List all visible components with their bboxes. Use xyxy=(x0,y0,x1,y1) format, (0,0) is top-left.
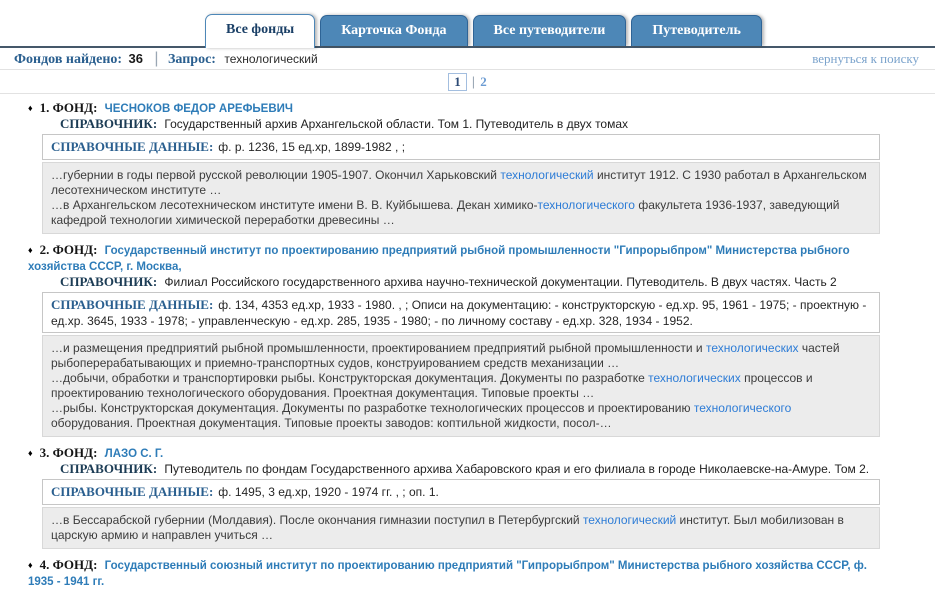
excerpt-snippet xyxy=(51,513,871,543)
excerpt-text: …рыбы. Конструкторская документация. Документы по разработке технологических процессов и проектированию xyxy=(51,401,694,415)
results-summary xyxy=(14,50,318,68)
excerpt-text: …добычи, обработки и транспортировки рыбы. Конструкторская документация. Документы по разработке xyxy=(51,371,649,385)
handbook-label: СПРАВОЧНИК: xyxy=(60,461,161,476)
pagination xyxy=(0,70,935,94)
result-title-line xyxy=(28,557,880,589)
excerpts-box xyxy=(42,335,880,437)
excerpts-box xyxy=(42,507,880,549)
excerpt-text: …в Бессарабской губернии (Молдавия). После окончания гимназии поступил в Петербургский xyxy=(51,513,583,527)
excerpt-text: факультета 1936-1937, заведующий кафедрой технологии химической переработки древесины … xyxy=(51,198,840,227)
reference-data-text: ф. 134, 4353 ед.хр, 1933 - 1980. , ; Описи на документацию: - конструкторскую - ед.хр. 95, 1961 - 1975; - проектную - ед.хр. 3645, 1933 - 1978; - управленческую - ед.хр. 285, 1935 - 1980; - по личному составу - ед.хр. 328, 1934 - 1952. xyxy=(51,298,867,328)
excerpts-box xyxy=(42,162,880,234)
tab[interactable]: Все путеводители xyxy=(473,15,627,46)
handbook-line xyxy=(60,461,880,477)
excerpt-snippet xyxy=(51,371,871,401)
reference-data-box xyxy=(42,479,880,505)
search-term-highlight: технологических xyxy=(648,371,741,385)
excerpt-text: институт. Был мобилизован в царскую армию и направлен учиться … xyxy=(51,513,844,542)
search-term-highlight: технологического xyxy=(693,401,792,415)
results-list xyxy=(0,94,935,589)
results-header xyxy=(0,48,935,70)
tab[interactable]: Путеводитель xyxy=(631,15,762,46)
handbook-text: Путеводитель по фондам Государственного архива Хабаровского края и его филиала в городе Николаевске-на-Амуре. Том 2. xyxy=(164,462,870,476)
handbook-text: Филиал Российского государственного архива научно-технической документации. Путеводитель. В двух частях. Часть 2 xyxy=(164,275,837,289)
pagination-page-link[interactable]: 2 xyxy=(480,74,487,89)
handbook-line xyxy=(60,116,880,132)
result-item xyxy=(28,557,880,589)
result-fond-link[interactable]: Государственный союзный институт по проектированию предприятий "Гипрорыбпром" Министерства рыбного хозяйства СССР, ф. 1935 - 1941 гг. xyxy=(28,560,867,588)
reference-data-text: ф. р. 1236, 15 ед.хр, 1899-1982 , ; xyxy=(218,140,406,154)
excerpt-text: …в Архангельском лесотехническом институте имени В. В. Куйбышева. Декан химико- xyxy=(51,198,538,212)
result-fond-link[interactable]: Государственный институт по проектированию предприятий рыбной промышленности "Гипрорыбпром" Министерства рыбного хозяйства СССР, г. Москва, xyxy=(28,245,850,273)
bullet-diamond-icon: ♦ xyxy=(28,245,33,255)
tab-bar xyxy=(0,0,935,48)
back-to-search-link[interactable]: вернуться к поиску xyxy=(812,51,919,66)
search-term-highlight: технологических xyxy=(705,341,799,355)
search-term-highlight: технологического xyxy=(537,198,635,212)
search-term-highlight: технологический xyxy=(500,168,594,182)
excerpt-text: частей рыбоперерабатывающих и приемно-транспортных судов, конструированием средств механизации … xyxy=(51,341,840,370)
result-fond-label: 3. ФОНД: xyxy=(39,445,101,460)
excerpt-text: институт 1912. С 1930 работал в Архангельском лесотехническом институте … xyxy=(51,168,867,197)
result-fond-link[interactable]: ЧЕСНОКОВ ФЕДОР АРЕФЬЕВИЧ xyxy=(104,103,293,115)
header-separator: | xyxy=(154,50,159,67)
result-fond-label: 2. ФОНД: xyxy=(39,242,101,257)
bullet-diamond-icon: ♦ xyxy=(28,560,33,570)
reference-data-box xyxy=(42,292,880,333)
handbook-line xyxy=(60,274,880,290)
excerpt-text: оборудования. Проектная документация. Типовые проекты заводов: коптильной жидкости, посол-… xyxy=(51,416,612,430)
tab[interactable]: Все фонды xyxy=(205,14,315,48)
reference-data-text: ф. 1495, 3 ед.хр, 1920 - 1974 гг. , ; оп. 1. xyxy=(218,485,439,499)
result-title-line xyxy=(28,445,880,461)
reference-data-box xyxy=(42,134,880,160)
result-fond-link[interactable]: ЛАЗО С. Г. xyxy=(104,448,164,460)
excerpt-snippet xyxy=(51,341,871,371)
excerpt-snippet xyxy=(51,168,871,198)
result-item xyxy=(28,100,880,234)
reference-data-label: СПРАВОЧНЫЕ ДАННЫЕ: xyxy=(51,139,214,154)
handbook-text: Государственный архив Архангельской области. Том 1. Путеводитель в двух томах xyxy=(164,117,629,131)
query-label: Запрос: xyxy=(168,52,216,67)
result-fond-label: 1. ФОНД: xyxy=(39,100,101,115)
bullet-diamond-icon: ♦ xyxy=(28,448,33,458)
excerpt-snippet xyxy=(51,198,871,228)
reference-data-label: СПРАВОЧНЫЕ ДАННЫЕ: xyxy=(51,484,214,499)
excerpt-text: …губернии в годы первой русской революции 1905-1907. Окончил Харьковский xyxy=(51,168,501,182)
result-item xyxy=(28,445,880,549)
tab[interactable]: Карточка Фонда xyxy=(320,15,467,46)
result-title-line xyxy=(28,242,880,274)
pagination-separator: | xyxy=(471,74,476,89)
excerpt-snippet xyxy=(51,401,871,431)
pagination-current-page: 1 xyxy=(448,73,467,91)
search-term-highlight: технологический xyxy=(582,513,677,527)
handbook-label: СПРАВОЧНИК: xyxy=(60,274,161,289)
result-fond-label: 4. ФОНД: xyxy=(39,557,101,572)
result-item xyxy=(28,242,880,437)
excerpt-text: …и размещения предприятий рыбной промышленности, проектированием предприятий рыбной промышленности и xyxy=(51,341,706,355)
reference-data-label: СПРАВОЧНЫЕ ДАННЫЕ: xyxy=(51,297,214,312)
handbook-label: СПРАВОЧНИК: xyxy=(60,116,161,131)
found-count: 36 xyxy=(128,51,143,66)
bullet-diamond-icon: ♦ xyxy=(28,103,33,113)
found-label: Фондов найдено: xyxy=(14,52,123,67)
result-title-line xyxy=(28,100,880,116)
query-value: технологический xyxy=(224,52,318,66)
excerpt-text: процессов и проектированию технологического оборудования. Проектная документация. Типовые проекты … xyxy=(51,371,813,400)
